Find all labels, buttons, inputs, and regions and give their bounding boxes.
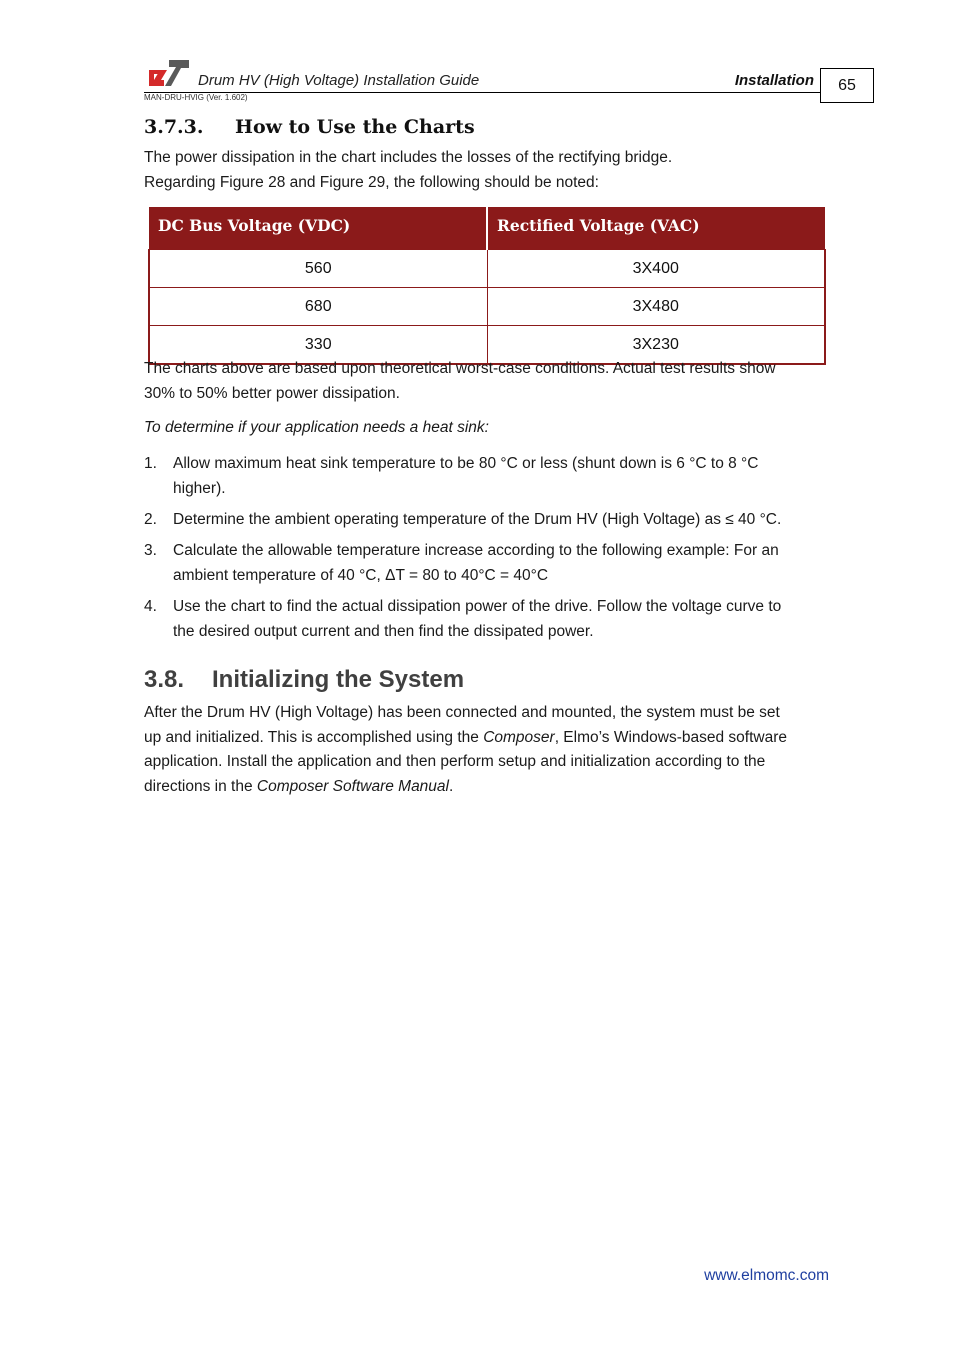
list-item-number: 1. [144,455,157,472]
section-number: 3.7.3. [144,116,204,138]
list-item [144,538,824,588]
table-cell: 680 [149,288,487,326]
table-cell: 560 [149,250,487,288]
page-number: 65 [820,68,874,103]
paragraph-line: application. Install the application and then perform setup and initialization according to the [144,753,766,770]
list-item-line: higher). [173,480,226,497]
list-item-line: the desired output current and then find the dissipated power. [173,623,594,640]
list-item [144,507,824,532]
heat-sink-steps [144,451,824,650]
list-item [144,594,824,644]
section-title: How to Use the Charts [235,116,475,138]
list-item-line: ambient temperature of 40 °C, ΔT = 80 to 40°C = 40°C [173,567,549,584]
initializing-paragraph [144,701,824,799]
table-cell: 330 [149,326,487,365]
list-item-number: 2. [144,511,157,528]
section-title: Initializing the System [212,666,465,693]
document-code: MAN-DRU-HVIG (Ver. 1.602) [144,93,248,102]
table-cell: 3X400 [487,250,825,288]
table-header-row [149,207,825,250]
table-cell: 3X480 [487,288,825,326]
charts-note-line-1: The charts above are based upon theoretical worst-case conditions. Actual test results show [144,360,776,377]
paragraph-line: up and initialized. This is accomplished using the Composer, Elmo’s Windows-based software [144,728,787,746]
table-row [149,288,825,326]
composer-manual-term: Composer Software Manual [256,777,449,795]
list-item-number: 3. [144,542,157,559]
header-section-name: Installation [734,72,814,89]
list-item-line: Allow maximum heat sink temperature to be 80 °C or less (shunt down is 6 °C to 8 °C [173,455,759,472]
table-row [149,250,825,288]
intro-paragraph-2: Regarding Figure 28 and Figure 29, the following should be noted: [144,174,599,191]
paragraph-line: directions in the Composer Software Manual. [144,777,454,795]
list-item-line: Determine the ambient operating temperature of the Drum HV (High Voltage) as ≤ 40 °C. [173,511,782,528]
table-header-rectified: Rectified Voltage (VAC) [487,207,825,250]
website-link[interactable]: www.elmomc.com [704,1267,829,1284]
list-item-line: Use the chart to find the actual dissipation power of the drive. Follow the voltage curve to [173,598,782,615]
list-item [144,451,824,501]
section-number: 3.8. [144,666,185,693]
list-item-line: Calculate the allowable temperature increase according to the following example: For an [173,542,779,559]
table-cell: 3X230 [487,326,825,365]
section-heading-38 [144,666,464,694]
document-title: Drum HV (High Voltage) Installation Guide [198,72,480,89]
elmo-logo [147,58,191,88]
charts-note-paragraph [144,357,824,406]
list-item-number: 4. [144,598,157,615]
charts-note-line-2: 30% to 50% better power dissipation. [144,384,400,402]
intro-paragraph-1: The power dissipation in the chart includes the losses of the rectifying bridge. [144,149,673,166]
section-heading-373 [144,116,475,138]
paragraph-line: After the Drum HV (High Voltage) has been connected and mounted, the system must be set [144,704,780,721]
table-header-dc-bus: DC Bus Voltage (VDC) [149,207,487,250]
heat-sink-lead-in: To determine if your application needs a heat sink: [144,419,489,436]
voltage-table [148,207,826,365]
composer-term: Composer [483,728,555,746]
